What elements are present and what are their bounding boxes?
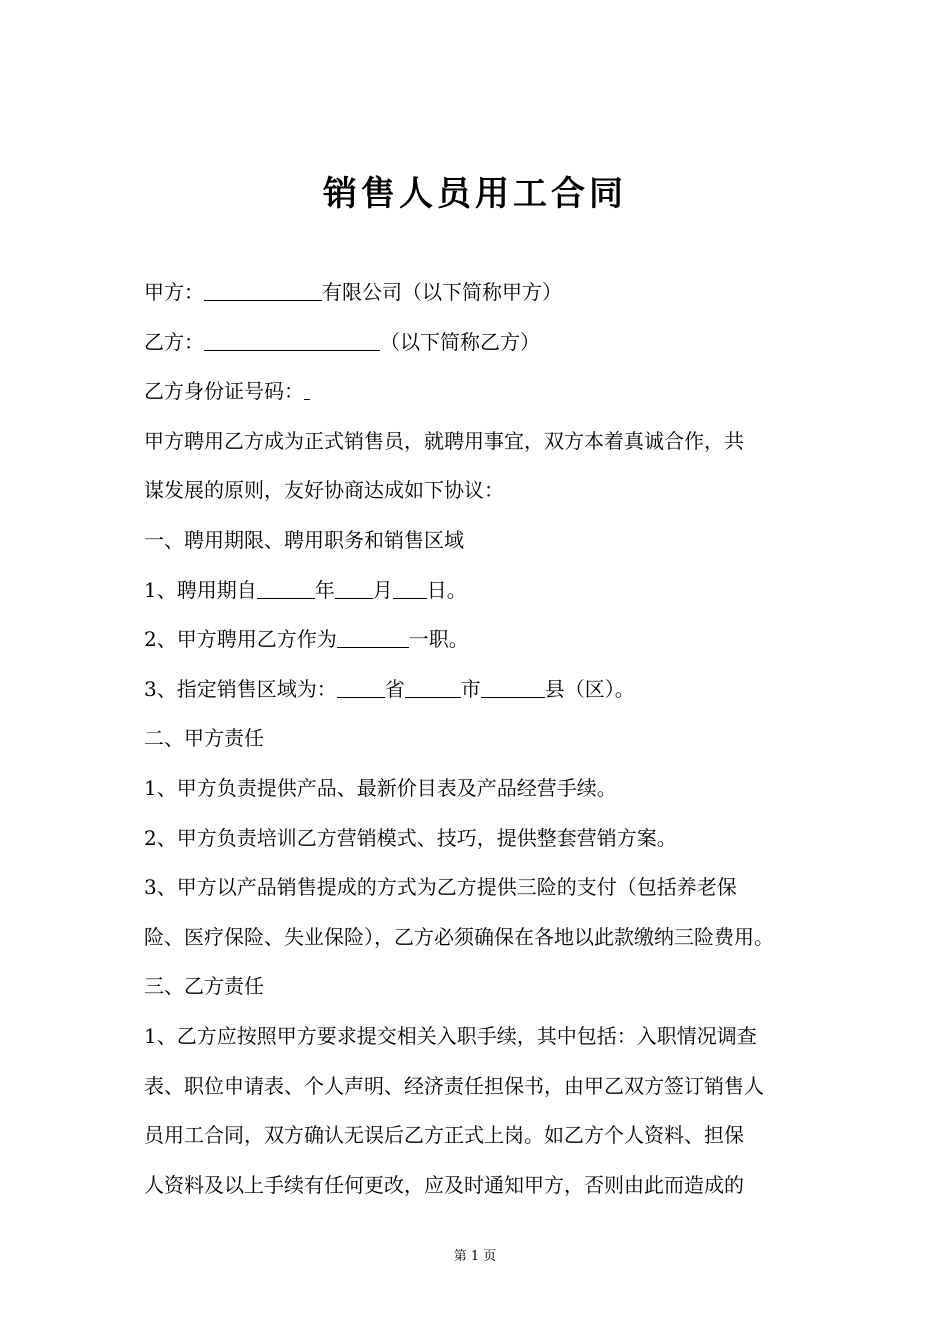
day-label: 日。 bbox=[426, 577, 467, 602]
position-label: 2、甲方聘用乙方作为 bbox=[144, 627, 337, 652]
party-b-blank bbox=[204, 328, 380, 351]
id-number-blank bbox=[304, 377, 310, 400]
id-number-label: 乙方身份证号码： bbox=[144, 379, 304, 404]
year-blank bbox=[257, 576, 315, 599]
month-label: 月 bbox=[372, 577, 393, 602]
month-blank bbox=[335, 576, 373, 599]
section-2-heading: 二、甲方责任 bbox=[144, 726, 264, 751]
party-b-suffix: （以下简称乙方） bbox=[380, 329, 540, 354]
contract-body bbox=[144, 268, 824, 1210]
section-2-item-1: 1、甲方负责提供产品、最新价目表及产品经营手续。 bbox=[144, 775, 617, 800]
county-blank bbox=[481, 675, 545, 698]
year-label: 年 bbox=[314, 577, 335, 602]
section-3-item-1-line-1: 1、乙方应按照甲方要求提交相关入职手续，其中包括：入职情况调查 bbox=[144, 1023, 757, 1048]
section-1-item-2 bbox=[144, 615, 824, 665]
position-suffix: 一职。 bbox=[408, 627, 469, 652]
city-label: 市 bbox=[460, 676, 481, 701]
section-2-item-3-line-2: 险、医疗保险、失业保险），乙方必须确保在各地以此款缴纳三险费用。 bbox=[144, 924, 774, 949]
section-2-item-2: 2、甲方负责培训乙方营销模式、技巧，提供整套营销方案。 bbox=[144, 825, 677, 850]
id-number-line bbox=[144, 367, 824, 417]
section-1-heading: 一、聘用期限、聘用职务和销售区域 bbox=[144, 527, 464, 552]
county-label: 县（区）。 bbox=[544, 676, 635, 701]
region-label: 3、指定销售区域为： bbox=[144, 676, 337, 701]
party-b-line bbox=[144, 318, 824, 368]
document-title: 销售人员用工合同 bbox=[323, 174, 627, 214]
intro-line-1: 甲方聘用乙方成为正式销售员，就聘用事宜，双方本着真诚合作，共 bbox=[144, 428, 744, 453]
section-2-item-3-line-1: 3、甲方以产品销售提成的方式为乙方提供三险的支付（包括养老保 bbox=[144, 875, 737, 900]
province-blank bbox=[337, 675, 385, 698]
page-number: 第 1 页 bbox=[453, 1249, 497, 1264]
party-a-label: 甲方： bbox=[144, 280, 204, 304]
section-3-item-1-line-3: 员用工合同，双方确认无误后乙方正式上岗。如乙方个人资料、担保 bbox=[144, 1123, 744, 1148]
party-a-blank bbox=[204, 278, 322, 301]
section-1-item-3 bbox=[144, 665, 824, 715]
province-label: 省 bbox=[384, 676, 405, 701]
party-a-suffix: 有限公司（以下简称甲方） bbox=[322, 280, 562, 304]
section-3-item-1-line-2: 表、职位申请表、个人声明、经济责任担保书，由甲乙双方签订销售人 bbox=[144, 1073, 764, 1098]
day-blank bbox=[393, 576, 427, 599]
section-1-item-1 bbox=[144, 566, 824, 616]
term-start-label: 1、聘用期自 bbox=[144, 577, 257, 602]
party-a-line bbox=[144, 268, 824, 318]
intro-line-2: 谋发展的原则，友好协商达成如下协议： bbox=[144, 478, 504, 503]
position-blank bbox=[337, 625, 409, 648]
section-3-heading: 三、乙方责任 bbox=[144, 974, 264, 999]
party-b-label: 乙方： bbox=[144, 329, 204, 354]
section-3-item-1-line-4: 人资料及以上手续有任何更改，应及时通知甲方，否则由此而造成的 bbox=[144, 1172, 744, 1197]
city-blank bbox=[405, 675, 461, 698]
